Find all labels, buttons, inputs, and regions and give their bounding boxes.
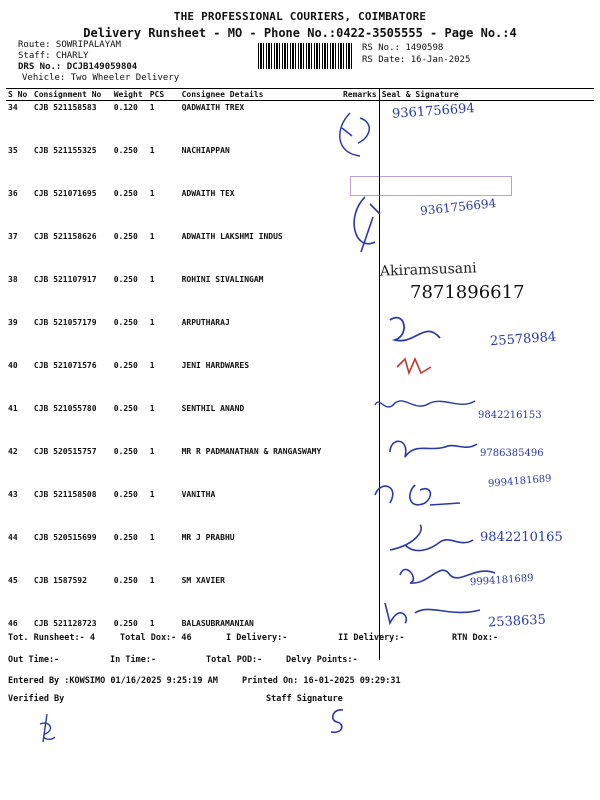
row-consignee: NACHIAPPAN: [181, 146, 230, 155]
row-sno: 34: [8, 103, 18, 112]
handwriting-phone-39: 25578984: [489, 329, 557, 350]
signature-scribble-45: [395, 555, 505, 590]
row-consignment-no: CJB 520515757: [33, 447, 97, 456]
row-consignee: MR J PRABHU: [181, 533, 235, 542]
row-pcs: 1: [149, 576, 155, 585]
row-consignment-no: CJB 521057179: [33, 318, 97, 327]
row-consignment-no: CJB 521071576: [33, 361, 97, 370]
table-row: [6, 359, 594, 402]
row-remarks: [341, 273, 379, 316]
row-weight: 0.250: [113, 275, 138, 284]
company-title: THE PROFESSIONAL COURIERS, COIMBATORE: [173, 10, 427, 23]
row-pcs: 1: [149, 447, 155, 456]
row-consignee: ADWAITH LAKSHMI INDUS: [181, 232, 283, 241]
tot-runsheet: Tot. Runsheet:- 4: [8, 633, 95, 643]
row-consignment-no: CJB 1587592: [33, 576, 87, 585]
row-consignment-no: CJB 521158508: [33, 490, 97, 499]
row-sno: 35: [8, 146, 18, 155]
row-weight: 0.250: [113, 619, 138, 628]
row-pcs: 1: [149, 189, 155, 198]
handwriting-phone-41: 9842216153: [478, 410, 542, 421]
row-weight: 0.250: [113, 490, 138, 499]
row-sno: 41: [8, 404, 18, 413]
row-consignment-no: CJB 521055780: [33, 404, 97, 413]
header-weight: Weight: [112, 89, 148, 101]
row-sno: 44: [8, 533, 18, 542]
header-pcs: PCS: [148, 89, 180, 101]
delvy-points: Delvy Points:-: [286, 655, 358, 665]
row-pcs: 1: [149, 232, 155, 241]
row-weight: 0.250: [113, 146, 138, 155]
row-sno: 37: [8, 232, 18, 241]
signature-scribble-40: [395, 355, 445, 380]
signature-scribble-41: [370, 395, 480, 415]
table-header-row: [6, 89, 594, 101]
row-weight: 0.250: [113, 404, 138, 413]
total-pod: Total POD:-: [206, 655, 263, 665]
header-consignee: Consignee Details: [180, 89, 341, 101]
row-sno: 42: [8, 447, 18, 456]
row-pcs: 1: [149, 490, 155, 499]
total-dox: Total Dox:- 46: [120, 633, 192, 643]
rs-date: RS Date: 16-Jan-2025: [362, 55, 471, 65]
table-row: [6, 531, 594, 574]
row-weight: 0.120: [113, 103, 138, 112]
ii-delivery: II Delivery:-: [338, 633, 405, 643]
signature-scribble-43: [370, 475, 490, 515]
row-sno: 39: [8, 318, 18, 327]
handwriting-phone-43: 9994181689: [487, 473, 552, 490]
row-seal-signature: [379, 187, 594, 230]
runsheet-subtitle: Delivery Runsheet - MO - Phone No.:0422-3505555 - Page No.:4: [83, 26, 517, 40]
row-pcs: 1: [149, 103, 155, 112]
signature-scribble-34: [330, 108, 390, 163]
row-sno: 38: [8, 275, 18, 284]
verified-by-signature: [35, 712, 60, 747]
table-row: [6, 187, 594, 230]
row-consignee: ROHINI SIVALINGAM: [181, 275, 264, 284]
signature-scribble-44: [385, 520, 475, 560]
handwriting-phone-34: 9361756694: [391, 101, 476, 122]
barcode: [258, 43, 353, 69]
handwriting-phone-42: 9786385496: [480, 448, 544, 459]
row-weight: 0.250: [113, 189, 138, 198]
row-pcs: 1: [149, 318, 155, 327]
table-row: [6, 101, 594, 145]
row-consignee: ADWAITH TEX: [181, 189, 235, 198]
row-sno: 46: [8, 619, 18, 628]
handwriting-phone-38: 7871896617: [410, 282, 525, 303]
row-seal-signature: [379, 101, 594, 145]
row-remarks: [341, 316, 379, 359]
row-seal-signature: [379, 230, 594, 273]
row-consignment-no: CJB 521158583: [33, 103, 97, 112]
out-time: Out Time:-: [8, 655, 60, 665]
printed-on: Printed On: 16-01-2025 09:29:31: [242, 676, 401, 686]
header-consignment: Consignment No: [32, 89, 112, 101]
handwriting-phone-44: 9842210165: [480, 530, 563, 545]
table-row: [6, 574, 594, 617]
signature-scribble-39: [385, 310, 445, 350]
row-sno: 40: [8, 361, 18, 370]
row-consignment-no: CJB 521107917: [33, 275, 97, 284]
handwriting-phone-45: 9994181689: [469, 572, 534, 589]
row-consignment-no: CJB 521158626: [33, 232, 97, 241]
row-consignment-no: CJB 520515699: [33, 533, 97, 542]
row-pcs: 1: [149, 404, 155, 413]
row-consignment-no: CJB 521071695: [33, 189, 97, 198]
table-row: [6, 488, 594, 531]
table-row: [6, 230, 594, 273]
verified-by: Verified By: [8, 694, 65, 704]
signature-scribble-42: [385, 432, 480, 472]
row-weight: 0.250: [113, 447, 138, 456]
row-weight: 0.250: [113, 576, 138, 585]
header-remarks: Remarks: [341, 89, 379, 101]
drs-label: DRS No.:: [18, 62, 62, 72]
row-pcs: 1: [149, 361, 155, 370]
staff-signature-mark: [325, 706, 350, 736]
row-weight: 0.250: [113, 232, 138, 241]
table-row: [6, 402, 594, 445]
row-weight: 0.250: [113, 361, 138, 370]
in-time: In Time:-: [110, 655, 157, 665]
handwriting-phone-36: 9361756694: [419, 196, 497, 218]
entered-by: Entered By :KOWSIMO 01/16/2025 9:25:19 AM: [8, 676, 218, 686]
row-consignee: VANITHA: [181, 490, 216, 499]
signature-scribble-46: [380, 598, 490, 628]
row-consignment-no: CJB 521128723: [33, 619, 97, 628]
row-sno: 43: [8, 490, 18, 499]
signature-scribble-36: [345, 192, 405, 262]
row-consignment-no: CJB 521155325: [33, 146, 97, 155]
handwriting-name-38: Akiramsusani: [379, 260, 477, 280]
header-seal-signature: Seal & Signature: [379, 89, 594, 101]
drs-value: DCJB149059804: [66, 62, 138, 72]
row-weight: 0.250: [113, 533, 138, 542]
row-remarks: [341, 531, 379, 574]
vehicle-label: Vehicle: Two Wheeler Delivery: [22, 73, 180, 83]
row-pcs: 1: [149, 619, 155, 628]
row-pcs: 1: [149, 146, 155, 155]
row-consignee: MR R PADMANATHAN & RANGASWAMY: [181, 447, 322, 456]
table-row: [6, 144, 594, 187]
header-sno: S No: [6, 89, 32, 101]
handwriting-phone-46: 2538635: [487, 612, 547, 631]
row-remarks: [341, 574, 379, 617]
row-seal-signature: [379, 144, 594, 187]
table-row: [6, 316, 594, 359]
row-sno: 45: [8, 576, 18, 585]
rtn-dox: RTN Dox:-: [452, 633, 499, 643]
route-label: Route: SOWRIPALAYAM: [18, 40, 121, 50]
staff-label: Staff: CHARLY: [18, 51, 89, 61]
row-pcs: 1: [149, 533, 155, 542]
row-consignee: JENI HARDWARES: [181, 361, 250, 370]
row-pcs: 1: [149, 275, 155, 284]
table-row: [6, 445, 594, 488]
table-row: [6, 273, 594, 316]
drs-number: [18, 62, 137, 73]
i-delivery: I Delivery:-: [226, 633, 288, 643]
row-consignee: SM XAVIER: [181, 576, 225, 585]
row-weight: 0.250: [113, 318, 138, 327]
rs-number: RS No.: 1490598: [362, 43, 444, 53]
row-consignee: ARPUTHARAJ: [181, 318, 230, 327]
row-consignee: BALASUBRAMANIAN: [181, 619, 254, 628]
row-sno: 36: [8, 189, 18, 198]
row-consignee: QADWAITH TREX: [181, 103, 245, 112]
row-consignee: SENTHIL ANAND: [181, 404, 245, 413]
staff-signature-label: Staff Signature: [266, 694, 343, 704]
runsheet-table: [6, 88, 594, 660]
